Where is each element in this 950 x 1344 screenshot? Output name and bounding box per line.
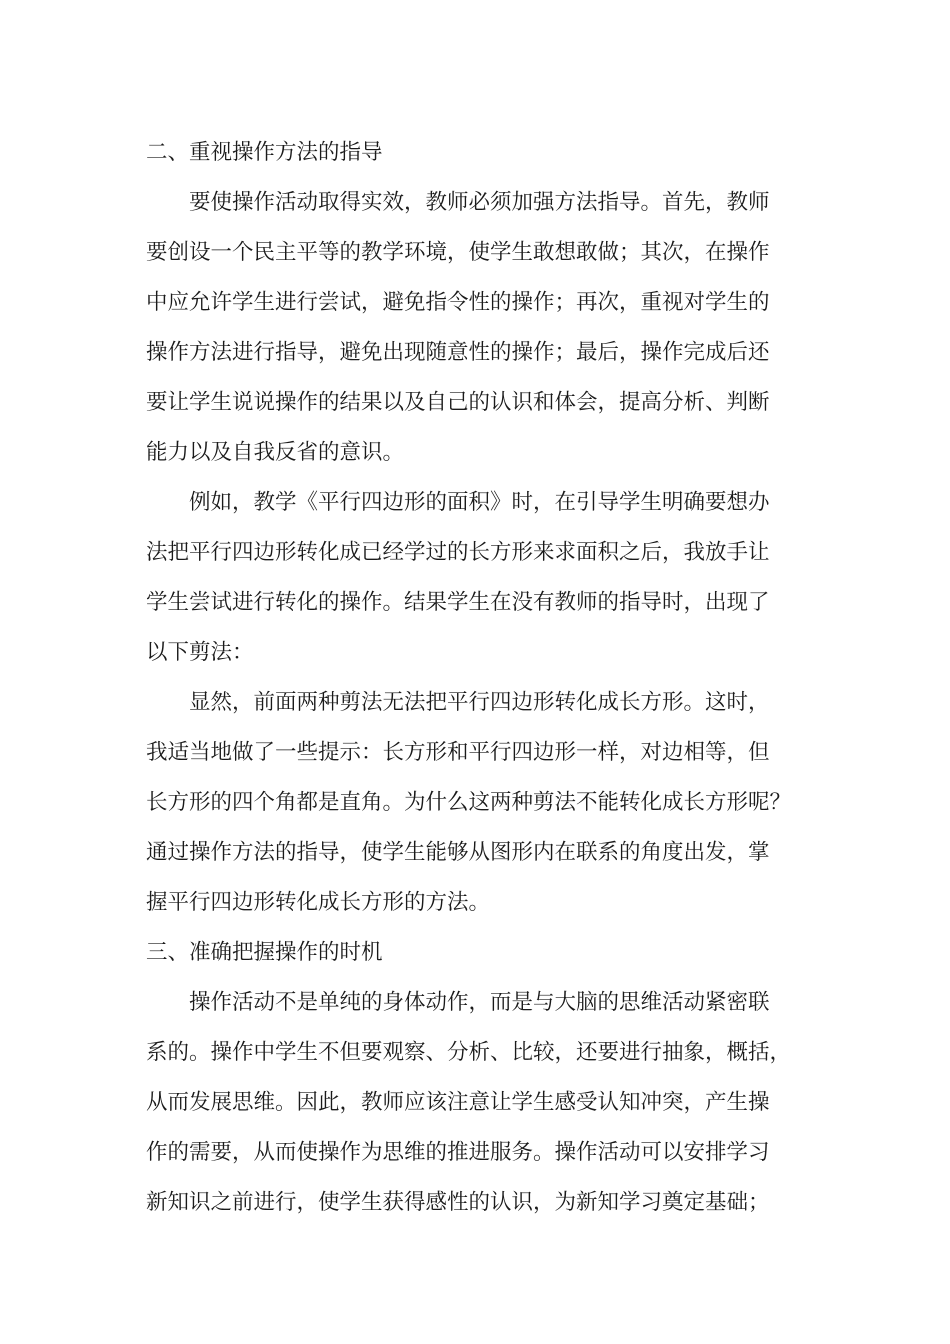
text-line: 以下剪法： (146, 640, 254, 665)
text-line: 要使操作活动取得实效，教师必须加强方法指导。首先，教师 (189, 190, 770, 215)
text-line: 握平行四边形转化成长方形的方法。 (146, 890, 491, 915)
text-line: 系的。操作中学生不但要观察、分析、比较，还要进行抽象，概括， (146, 1040, 792, 1065)
section-heading: 三、准确把握操作的时机 (146, 940, 383, 965)
text-line: 要创设一个民主平等的教学环境，使学生敢想敢做；其次，在操作 (146, 240, 770, 265)
text-line: 新知识之前进行，使学生获得感性的认识，为新知学习奠定基础； (146, 1190, 770, 1215)
text-line: 我适当地做了一些提示：长方形和平行四边形一样，对边相等，但 (146, 740, 770, 765)
text-line: 通过操作方法的指导，使学生能够从图形内在联系的角度出发，掌 (146, 840, 770, 865)
text-line: 显然，前面两种剪法无法把平行四边形转化成长方形。这时， (189, 690, 770, 715)
text-line: 中应允许学生进行尝试，避免指令性的操作；再次，重视对学生的 (146, 290, 770, 315)
text-line: 长方形的四个角都是直角。为什么这两种剪法不能转化成长方形呢？ (146, 790, 792, 815)
text-line: 例如，教学《平行四边形的面积》时，在引导学生明确要想办 (189, 490, 770, 515)
section-heading: 二、重视操作方法的指导 (146, 140, 383, 165)
text-line: 学生尝试进行转化的操作。结果学生在没有教师的指导时，出现了 (146, 590, 770, 615)
text-line: 操作方法进行指导，避免出现随意性的操作；最后，操作完成后还 (146, 340, 770, 365)
text-line: 作的需要，从而使操作为思维的推进服务。操作活动可以安排学习 (146, 1140, 770, 1165)
text-line: 要让学生说说操作的结果以及自己的认识和体会，提高分析、判断 (146, 390, 770, 415)
text-line: 从而发展思维。因此，教师应该注意让学生感受认知冲突，产生操 (146, 1090, 770, 1115)
document-body (146, 128, 816, 1228)
text-line: 能力以及自我反省的意识。 (146, 440, 405, 465)
text-line: 法把平行四边形转化成已经学过的长方形来求面积之后，我放手让 (146, 540, 770, 565)
text-line: 操作活动不是单纯的身体动作，而是与大脑的思维活动紧密联 (189, 990, 770, 1015)
